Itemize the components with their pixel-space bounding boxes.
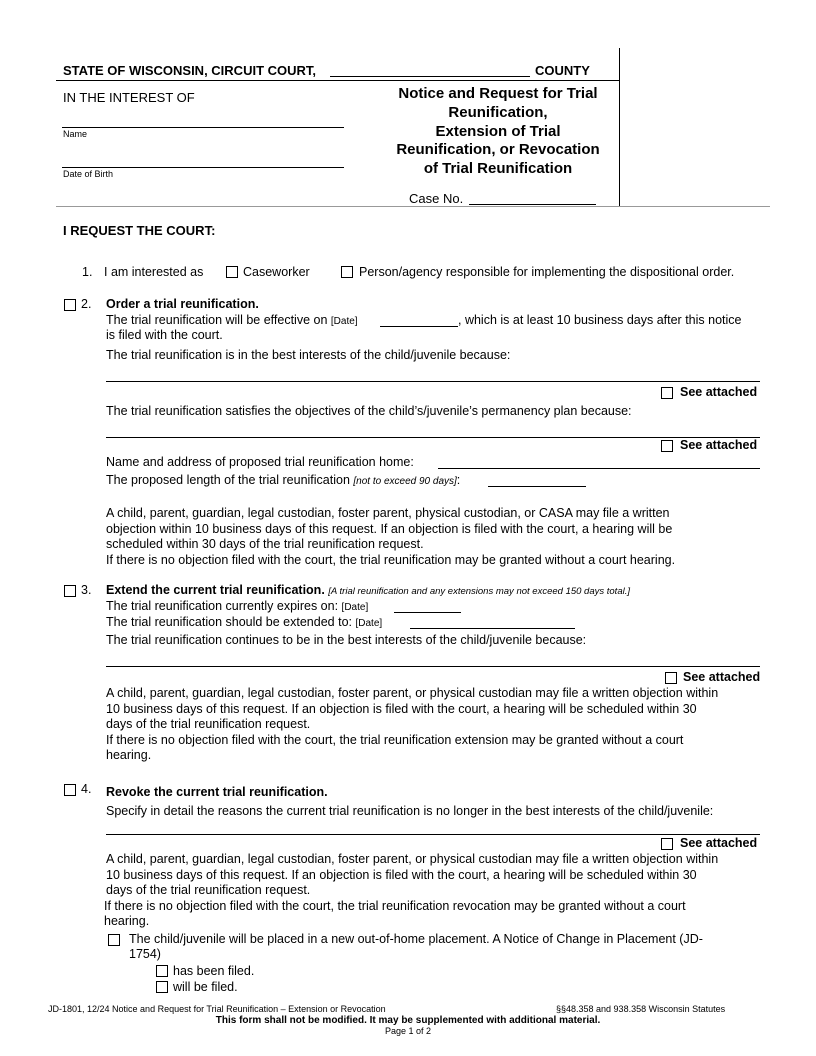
item2-length-text: The proposed length of the trial reunification [not to exceed 90 days]: [106, 473, 461, 487]
item2-see-attached-2-label: See attached [680, 438, 758, 452]
agency-label: Person/agency responsible for implementing the dispositional order. [359, 265, 735, 279]
dob-field[interactable] [62, 153, 344, 168]
item2-date-tag: [Date] [330, 316, 358, 327]
item2-objectives: The trial reunification satisfies the objectives of the child’s/juvenile’s permanency plan because: [106, 404, 632, 418]
item3-notice-line: hearing. [106, 748, 152, 762]
item2-best-interest: The trial reunification is in the best interests of the child/juvenile because: [106, 348, 511, 362]
item2-objectives-field[interactable] [106, 423, 760, 438]
item4-placement-b: 1754) [129, 947, 161, 961]
item2-see-attached-2-checkbox[interactable] [661, 440, 673, 452]
item4-placement-a: The child/juvenile will be placed in a new out-of-home placement. A Notice of Change in Placement (JD- [129, 932, 703, 946]
caseworker-label: Caseworker [243, 265, 310, 279]
item4-notice-line: hearing. [104, 914, 150, 928]
item3-heading-line [106, 583, 630, 597]
item3-number: 3. [81, 583, 92, 597]
item2-checkbox[interactable] [64, 299, 76, 311]
item3-expires-text [106, 599, 368, 613]
item2-best-interest-field[interactable] [106, 367, 760, 382]
form-title [370, 85, 626, 179]
item4-filed-checkbox[interactable] [156, 965, 168, 977]
item2-notice-line: scheduled within 30 days of the trial reunification request. [106, 537, 424, 551]
item2-home-label: Name and address of proposed trial reunification home: [106, 455, 414, 469]
title-line-4: Reunification, or Revocation [396, 141, 600, 159]
item2-length-label: The proposed length of the trial reunification [106, 473, 350, 487]
item3-note: [A trial reunification and any extensions may not exceed 150 days total.] [328, 586, 630, 597]
county-field[interactable] [330, 62, 530, 77]
county-label: COUNTY [535, 63, 590, 78]
item3-notice-line: If there is no objection filed with the court, the trial reunification extension may be granted without a court [106, 732, 684, 747]
item2-notice-line: A child, parent, guardian, legal custodian, foster parent, physical custodian, or CASA may file a written [106, 506, 670, 520]
item4-heading: Revoke the current trial reunification. [106, 785, 328, 799]
item2-notice [106, 506, 766, 568]
state-label: STATE OF WISCONSIN, CIRCUIT COURT, [63, 63, 317, 78]
dob-label: Date of Birth [63, 169, 114, 179]
item4-notice-line: If there is no objection filed with the court, the trial reunification revocation may be granted without a court [104, 898, 686, 913]
item3-expires-field[interactable] [394, 600, 461, 613]
title-line-2: Reunification, [448, 103, 548, 121]
item4-checkbox[interactable] [64, 784, 76, 796]
item3-heading: Extend the current trial reunification. [106, 583, 325, 597]
item4-specify: Specify in detail the reasons the current trial reunification is no longer in the best interests of the child/juvenile: [106, 804, 714, 818]
item3-date-tag: [Date] [355, 618, 383, 629]
item4-notice [106, 852, 766, 930]
item4-notice-line: 10 business days of this request. If an objection is filed with the court, a hearing will be scheduled within 30 [106, 867, 697, 882]
item2-effective-b: , which is at least 10 business days after this notice [458, 313, 742, 327]
footer-statutes: §§48.358 and 938.358 Wisconsin Statutes [556, 1004, 726, 1014]
item3-notice-line: days of the trial reunification request. [106, 717, 311, 731]
item4-will-file-label: will be filed. [173, 980, 238, 994]
item1-text: I am interested as [104, 265, 204, 279]
item2-home-field[interactable] [438, 456, 760, 469]
item2-notice-line: objection within 10 business days of this request. If an objection is filed with the court, a hearing will be [106, 521, 673, 536]
item2-length-note: [not to exceed 90 days] [353, 476, 457, 487]
item2-effective-date-field[interactable] [380, 314, 458, 327]
item2-effective-a: The trial reunification will be effective on [106, 313, 328, 327]
item3-expires-label: The trial reunification currently expires on: [106, 599, 339, 613]
footer-page: Page 1 of 2 [384, 1026, 432, 1036]
item4-see-attached-label: See attached [680, 836, 758, 850]
item4-specify-field[interactable] [106, 820, 760, 835]
item1-number: 1. [82, 265, 93, 279]
caseworker-checkbox[interactable] [226, 266, 238, 278]
header-bottom-rule [56, 206, 770, 207]
item3-see-attached-label: See attached [683, 670, 761, 684]
case-no-label: Case No. [409, 191, 464, 206]
interest-label: IN THE INTEREST OF [63, 90, 195, 105]
item3-notice-line: 10 business days of this request. If an objection is filed with the court, a hearing will be scheduled within 30 [106, 701, 697, 716]
item4-notice-line: A child, parent, guardian, legal custodian, foster parent, or physical custodian may file a written objection within [106, 852, 719, 866]
item2-notice-line: If there is no objection filed with the court, the trial reunification may be granted without a court hearing. [106, 552, 676, 567]
item2-length-field[interactable] [488, 474, 586, 487]
title-line-5: of Trial Reunification [423, 160, 573, 178]
item2-see-attached-1-checkbox[interactable] [661, 387, 673, 399]
item3-extended-text [106, 615, 382, 629]
item2-effective-text [106, 313, 358, 327]
item4-notice-line: days of the trial reunification request. [106, 883, 311, 897]
item3-notice [106, 686, 766, 764]
item3-notice-line: A child, parent, guardian, legal custodian, foster parent, or physical custodian may file a written objection within [106, 686, 719, 700]
item3-checkbox[interactable] [64, 585, 76, 597]
item3-extended-field[interactable] [410, 616, 575, 629]
footer-form-id: JD-1801, 12/24 Notice and Request for Trial Reunification – Extension or Revocation [48, 1004, 386, 1014]
item2-heading: Order a trial reunification. [106, 297, 259, 311]
item3-continues-field[interactable] [106, 652, 760, 667]
item2-effective-c: is filed with the court. [106, 328, 223, 342]
case-no-field[interactable] [469, 192, 596, 205]
name-field[interactable] [62, 113, 344, 128]
item4-see-attached-checkbox[interactable] [661, 838, 673, 850]
agency-checkbox[interactable] [341, 266, 353, 278]
item2-see-attached-1-label: See attached [680, 385, 758, 399]
item3-date-tag: [Date] [341, 602, 369, 613]
item4-placement-checkbox[interactable] [108, 934, 120, 946]
title-line-1: Notice and Request for Trial [398, 85, 598, 102]
footer-notice: This form shall not be modified. It may be supplemented with additional material. [215, 1015, 601, 1026]
header-top-rule [56, 80, 620, 81]
name-label: Name [63, 129, 88, 139]
item4-will-file-checkbox[interactable] [156, 981, 168, 993]
item2-number: 2. [81, 297, 92, 311]
item3-see-attached-checkbox[interactable] [665, 672, 677, 684]
request-heading: I REQUEST THE COURT: [63, 223, 216, 238]
item3-extended-label: The trial reunification should be extended to: [106, 615, 352, 629]
item4-filed-label: has been filed. [173, 964, 255, 978]
item4-number: 4. [81, 782, 92, 796]
item3-continues: The trial reunification continues to be in the best interests of the child/juvenile because: [106, 633, 587, 647]
title-line-3: Extension of Trial [435, 122, 561, 140]
